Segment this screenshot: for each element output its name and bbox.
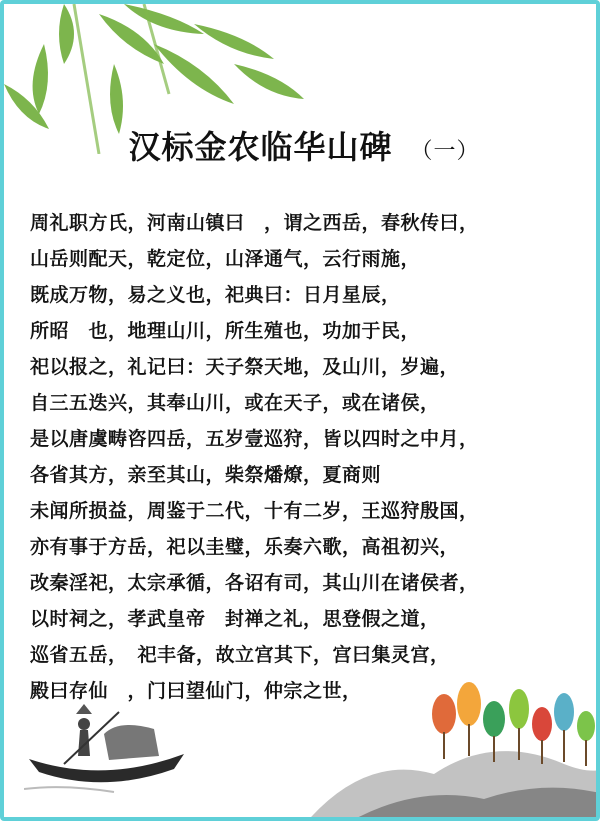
text-line: 亦有事于方岳，祀以圭璧，乐奏六歌，高祖初兴， (30, 536, 460, 558)
text-line: 以时祠之，孝武皇帝 封禅之礼，思登假之道， (30, 608, 440, 630)
text-line: 周礼职方氏，河南山镇曰 ，谓之西岳，春秋传曰， (30, 212, 479, 234)
text-line: 未闻所损益，周鉴于二代，十有二岁，王巡狩殷国， (30, 500, 479, 522)
text-line: 是以唐虞畴咨四岳，五岁壹巡狩，皆以四时之中月， (30, 428, 479, 450)
text-line: 殿曰存仙 ，门曰望仙门，仲宗之世， (30, 680, 362, 702)
title-main: 汉标金农临华山碑 (128, 128, 393, 166)
text-line: 祀以报之，礼记曰：天子祭天地，及山川，岁遍， (30, 356, 460, 378)
text-line: 自三五迭兴，其奉山川，或在天子，或在诸侯， (30, 392, 440, 414)
text-line: 既成万物，易之义也，祀典曰：日月星辰， (30, 284, 401, 306)
text-line: 巡省五岳， 祀丰备，故立宫其下，宫曰集灵宫， (30, 644, 450, 666)
text-line: 改秦淫祀，太宗承循，各诏有司，其山川在诸侯者， (30, 572, 479, 594)
text-line: 山岳则配天，乾定位，山泽通气，云行雨施， (30, 248, 421, 270)
title-part: （一） (410, 139, 480, 164)
text-line: 各省其方，亲至其山，柴祭燔燎，夏商则 (30, 464, 382, 486)
boat-illustration (24, 694, 194, 804)
calligraphy-text (30, 205, 590, 709)
page-title (4, 122, 600, 168)
text-line: 所昭 也，地理山川，所生殖也，功加于民， (30, 320, 421, 342)
